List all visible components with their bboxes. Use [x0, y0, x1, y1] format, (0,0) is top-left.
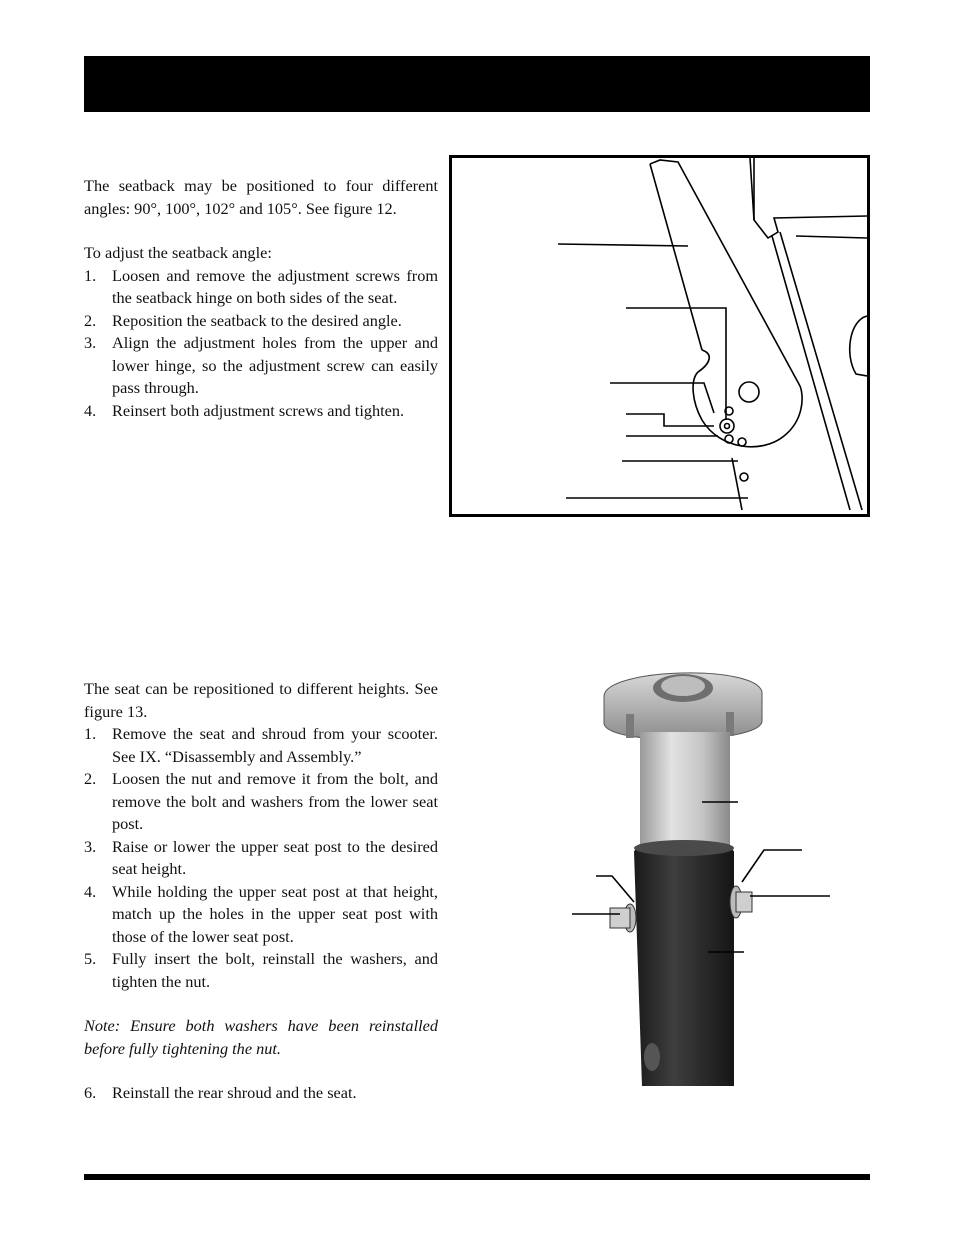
seat-height-section	[84, 678, 438, 1105]
seat-height-step-3: 3. Raise or lower the upper seat post to the desired seat height.	[84, 836, 438, 878]
seatback-hinge-figure	[449, 155, 870, 517]
seatback-angle-section	[84, 175, 438, 422]
seatback-lead: To adjust the seatback angle:	[84, 243, 272, 262]
seatback-intro: The seatback may be positioned to four different angles: 90°, 100°, 102° and 105°. See figure 12.	[84, 176, 438, 218]
seat-height-intro: The seat can be repositioned to different heights. See figure 13.	[84, 679, 438, 721]
seatback-hinge-drawing	[452, 158, 867, 514]
seat-height-step-6: 6. Reinstall the rear shroud and the seat.	[84, 1083, 357, 1102]
seatback-step-4: 4. Reinsert both adjustment screws and tighten.	[84, 400, 405, 420]
seatback-step-1: 1. Loosen and remove the adjustment screws from the seatback hinge on both sides of the seat.	[84, 265, 438, 307]
seat-post-drawing	[566, 662, 836, 1088]
seat-height-steps	[84, 723, 438, 993]
seat-height-step-1: 1. Remove the seat and shroud from your scooter. See IX. “Disassembly and Assembly.”	[84, 724, 438, 766]
footer-rule	[84, 1174, 870, 1180]
seat-height-step-2: 2. Loosen the nut and remove it from the bolt, and remove the bolt and washers from the lower seat post.	[84, 769, 438, 833]
seat-height-step-4: 4. While holding the upper seat post at that height, match up the holes in the upper seat post with those of the lower seat post.	[84, 881, 438, 946]
seat-height-step-5: 5. Fully insert the bolt, reinstall the washers, and tighten the nut.	[84, 949, 438, 991]
header-bar	[84, 56, 870, 112]
washer-note: Note: Ensure both washers have been reinstalled before fully tightening the nut.	[84, 1016, 438, 1058]
seatback-step-2: 2. Reposition the seatback to the desired angle.	[84, 310, 402, 330]
seatback-step-3: 3. Align the adjustment holes from the upper and lower hinge, so the adjustment screw can easily pass through.	[84, 333, 438, 397]
seat-height-final-step	[84, 1082, 438, 1105]
seatback-steps	[84, 265, 438, 423]
seat-post-figure	[566, 662, 836, 1088]
